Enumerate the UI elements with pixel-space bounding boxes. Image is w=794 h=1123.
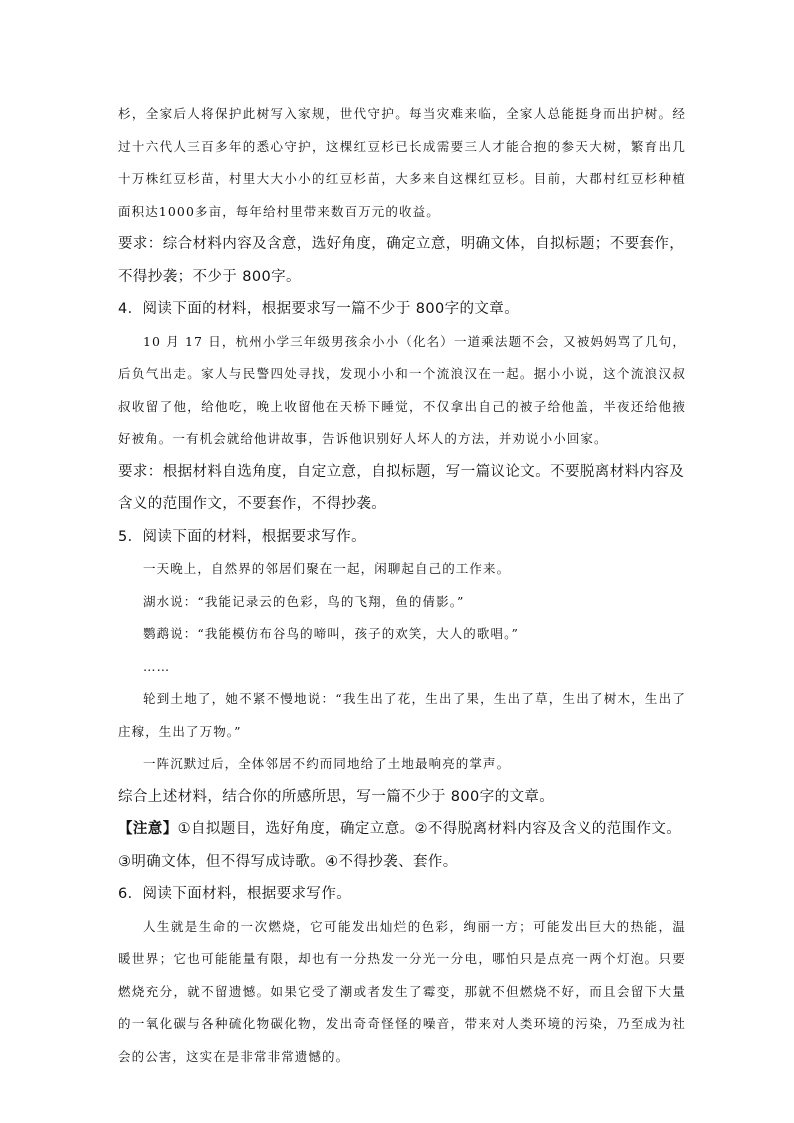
q6-material: 人生就是生命的一次燃烧，它可能发出灿烂的色彩，绚丽一方；可能发出巨大的热能，温暖世界；它也可能能量有限，却也有一分热发一分光一分电，哪怕只是点亮一两个灯泡。只要燃烧充分，就不留遗憾。如果它受了潮或者发生了霉变，那就不但燃烧不好，而且会留下大量的一氧化碳与各种硫化物碳化物，发出奇奇怪怪的噪音，带来对人类环境的污染，乃至成为社会的公害，这实在是非常非常遗憾的。 [118,918,686,1064]
q4-material: 10 月 17 日，杭州小学三年级男孩余小小（化名）一道乘法题不会，又被妈妈骂了几句，后负气出走。家人与民警四处寻找，发现小小和一个流浪汉在一起。据小小说，这个流浪汉叔叔收留了他，给他吃，晚上收留他在天桥下睡觉，不仅拿出自己的被子给他盖，半夜还给他掖好被角。一有机会就给他讲故事，告诉他识别好人坏人的方法，并劝说小小回家。 [118,333,686,446]
q5-line-2: 湖水说：“我能记录云的色彩，鸟的飞翔，鱼的倩影。” [143,593,465,609]
q5-note-label: 【注意】 [118,821,178,837]
q5-ellipsis: …… [143,658,171,674]
q5-line-3: 鹦鹉说：“我能模仿布谷鸟的啼叫，孩子的欢笑，大人的歌唱。” [143,626,519,641]
q4-heading: 4．阅读下面的材料，根据要求写一篇不少于 800字的文章。 [118,301,520,317]
q3-requirement: 要求：综合材料内容及含意，选好角度，确定立意，明确文体，自拟标题；不要套作，不得抄袭；不少于 800字。 [118,236,685,285]
q4-requirement: 要求：根据材料自选角度，自定立意，自拟标题，写一篇议论文。不要脱离材料内容及含义的范围作文，不要套作，不得抄袭。 [118,463,685,512]
q6-heading: 6．阅读下面材料，根据要求写作。 [118,886,352,902]
q5-heading: 5．阅读下面的材料，根据要求写作。 [118,528,367,545]
page-content [118,98,686,1073]
q5-line-5: 一阵沉默过后，全体邻居不约而同地给了土地最响亮的掌声。 [143,756,511,771]
q5-task: 综合上述材料，结合你的所感所思，写一篇不少于 800字的文章。 [118,788,555,805]
q5-line-1: 一天晚上，自然界的邻居们聚在一起，闲聊起自己的工作来。 [143,561,511,576]
q5-note [118,813,686,878]
q5-note-text: ①自拟题目，选好角度，确定立意。②不得脱离材料内容及含义的范围作文。③明确文体，但不得写成诗歌。④不得抄袭、套作。 [118,821,682,870]
q5-line-4: 轮到土地了，她不紧不慢地说：“我生出了花，生出了果，生出了草，生出了树木，生出了庄稼，生出了万物。” [118,691,686,739]
q3-material-tail: 杉，全家后人将保护此树写入家规，世代守护。每当灾难来临，全家人总能挺身而出护树。经过十六代人三百多年的悉心守护，这棵红豆杉已长成需要三人才能合抱的参天大树，繁育出几十万株红豆杉苗，村里大大小小的红豆杉苗，大多来自这棵红豆杉。目前，大郡村红豆杉种植面积达1000多亩，每年给村里带来数百万元的收益。 [118,106,686,219]
